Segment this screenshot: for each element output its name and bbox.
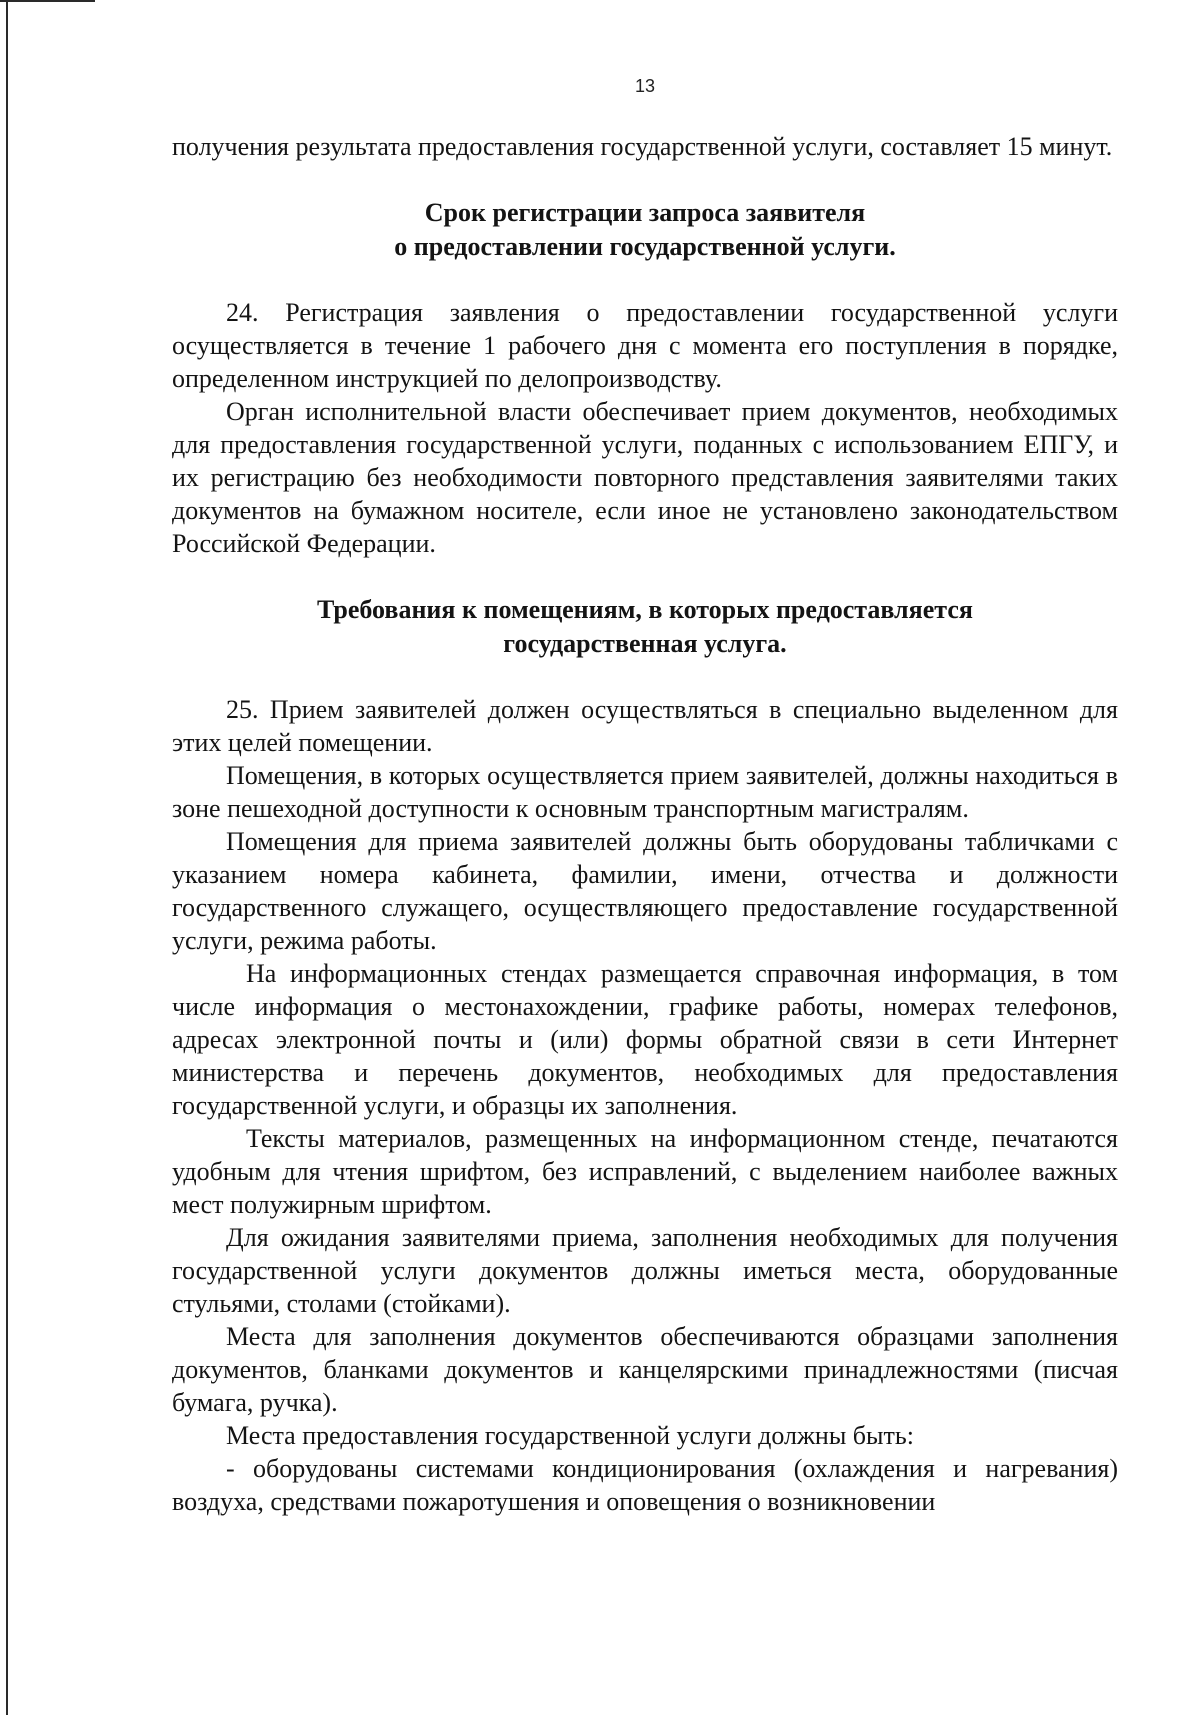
scan-edge-top bbox=[0, 0, 95, 2]
section-heading-registration bbox=[172, 196, 1118, 264]
paragraph-signs: Помещения для приема заявителей должны быть оборудованы табличками с указанием номера кабинета, фамилии, имени, отчества и должности государственного служащего, осуществляющего предоставление государственной услуги, режима работы. bbox=[172, 827, 1118, 955]
paragraph-waiting: Для ожидания заявителями приема, заполнения необходимых для получения государственной услуги документов должны иметься места, оборудованные стульями, столами (стойками). bbox=[172, 1223, 1118, 1318]
heading-line: Требования к помещениям, в которых предоставляется bbox=[317, 595, 973, 624]
paragraph-requirements: Места предоставления государственной услуги должны быть: bbox=[226, 1421, 914, 1450]
intro-paragraph: получения результата предоставления государственной услуги, составляет 15 минут. bbox=[172, 132, 1113, 161]
paragraph-epgu: Орган исполнительной власти обеспечивает прием документов, необходимых для предоставления государственной услуги, поданных с использованием ЕПГУ, и их регистрацию без необходимости повторного представления заявителями таких документов на бумажном носителе, если иное не установлено законодательством Российской Федерации. bbox=[172, 397, 1118, 558]
scan-edge-left bbox=[6, 0, 8, 1715]
paragraph-filling: Места для заполнения документов обеспечиваются образцами заполнения документов, бланками документов и канцелярскими принадлежностями (писчая бумага, ручка). bbox=[172, 1322, 1118, 1417]
section-heading-premises bbox=[172, 593, 1118, 661]
document-body bbox=[172, 130, 1118, 1518]
heading-line: государственная услуга. bbox=[503, 629, 787, 658]
paragraph-texts: Тексты материалов, размещенных на информационном стенде, печатаются удобным для чтения шрифтом, без исправлений, с выделением наиболее важных мест полужирным шрифтом. bbox=[172, 1124, 1118, 1219]
section-premises-body bbox=[172, 693, 1118, 1518]
paragraph-location: Помещения, в которых осуществляется прием заявителей, должны находиться в зоне пешеходной доступности к основным транспортным магистралям. bbox=[172, 761, 1118, 823]
heading-line: Срок регистрации запроса заявителя bbox=[424, 198, 866, 227]
paragraph-conditioning: - оборудованы системами кондиционирования (охлаждения и нагревания) воздуха, средствами пожаротушения и оповещения о возникновении bbox=[172, 1454, 1118, 1516]
paragraph-25: 25. Прием заявителей должен осуществляться в специально выделенном для этих целей помещении. bbox=[172, 695, 1118, 757]
page-number: 13 bbox=[634, 76, 656, 96]
paragraph-24: 24. Регистрация заявления о предоставлении государственной услуги осуществляется в течение 1 рабочего дня с момента его поступления в порядке, определенном инструкцией по делопроизводству. bbox=[172, 298, 1118, 393]
section-registration-body bbox=[172, 296, 1118, 560]
heading-line: о предоставлении государственной услуги. bbox=[394, 232, 896, 261]
paragraph-info-stands: На информационных стендах размещается справочная информация, в том числе информация о местонахождении, графике работы, номерах телефонов, адресах электронной почты и (или) формы обратной связи в сети Интернет министерства и перечень документов, необходимых для предоставления государственной услуги, и образцы их заполнения. bbox=[172, 959, 1118, 1120]
